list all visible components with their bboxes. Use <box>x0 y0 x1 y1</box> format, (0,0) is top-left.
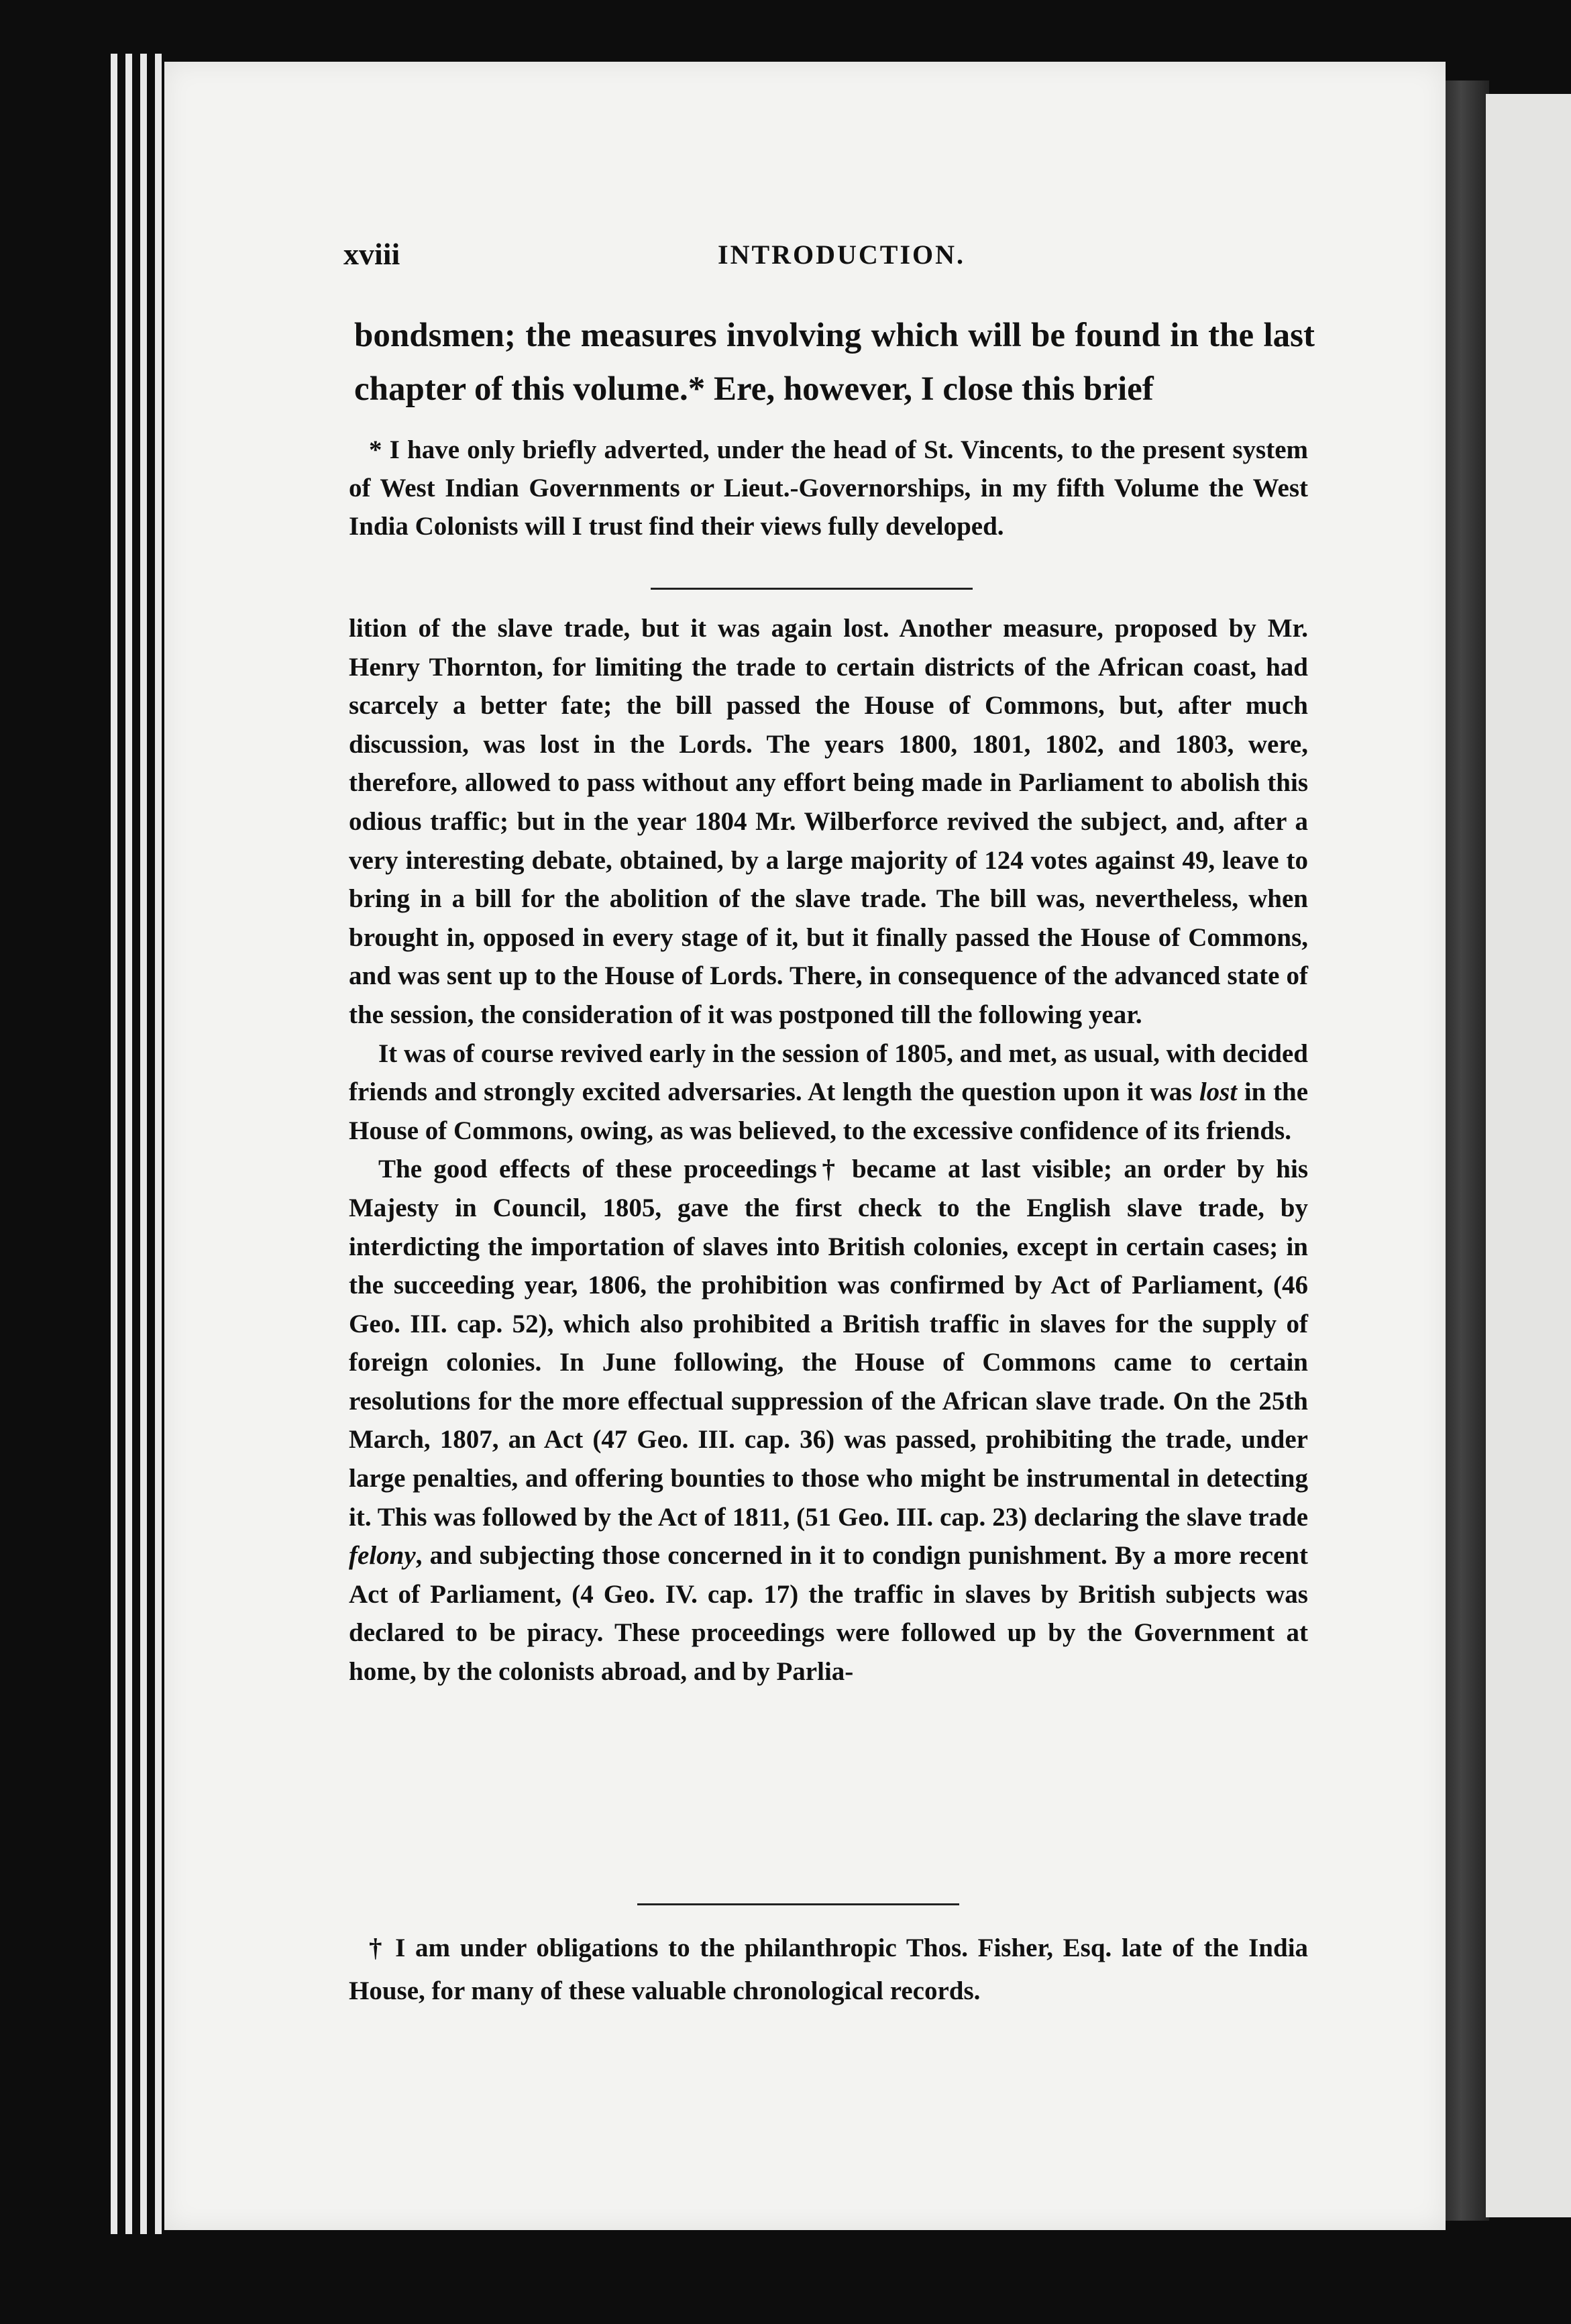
footnote-mark: † <box>369 1934 386 1962</box>
page-edge <box>155 54 162 2234</box>
page-edge <box>125 54 132 2234</box>
paragraph-text: in the House of Commons, owing, as was believed, to the excessive confidence of its friends. <box>349 1077 1309 1145</box>
emphasized-word: lost <box>1199 1077 1238 1107</box>
emphasized-word: felony <box>349 1541 416 1571</box>
footnote-text: I am under obligations to the philanthropic Thos. Fisher, Esq. late of the India House, for many of these valuable chronological records. <box>349 1934 1309 2005</box>
paragraph: lition of the slave trade, but it was again lost. Another measure, proposed by Mr. Henry Thornton, for limiting the trade to certain districts of the African coast, had scarcely a better fate; the bill passed the House of Commons, but, after much discussion, was lost in the Lords. The years 1800, 1801, 1802, and 1803, were, therefore, allowed to pass without any effort being made in Parliament to abolish this odious traffic; but in the year 1804 Mr. Wilberforce revived the subject, and, after a very interesting debate, obtained, by a large majority of 124 votes against 49, leave to bring in a bill for the abolition of the slave trade. The bill was, nevertheless, when brought in, opposed in every stage of it, but it finally passed the House of Commons, and was sent up to the House of Lords. There, in consequence of the advanced state of the session, the consideration of it was postponed till the following year. <box>349 614 1308 1029</box>
page-number: xviii <box>343 237 400 271</box>
paragraph-text: The good effects of these proceedings† became at last visible; an order by his Majesty in Council, 1805, gave the first check to the English slave trade, by interdicting the importation of slaves into British colonies, except in certain cases; in the succeeding year, 1806, the prohibition was confirmed by Act of Parliament, (46 Geo. III. cap. 52), which also prohibited a British traffic in slaves for the supply of foreign colonies. In June following, the House of Commons came to certain resolutions for the more effectual suppression of the African slave trade. On the 25th March, 1807, an Act (47 Geo. III. cap. 36) was passed, prohibiting the trade, under large penalties, and offering bounties to those who might be instrumental in detecting it. This was followed by the Act of 1811, (51 Geo. III. cap. 23) declaring the slave trade <box>349 1155 1308 1532</box>
footnote-dagger <box>349 1927 1308 2013</box>
book-gutter <box>1442 81 1489 2221</box>
footnote-divider <box>637 1903 959 1905</box>
running-title: INTRODUCTION. <box>718 240 966 270</box>
paragraph-text: It was of course revived early in the session of 1805, and met, as usual, with decided friends and strongly excited adversaries. At length the question upon it was <box>349 1039 1308 1107</box>
paragraph-text: , and subjecting those concerned in it to condign punishment. By a more recent Act of Parliament, (4 Geo. IV. cap. 17) the traffic in slaves by British subjects was declared to be piracy. These proceedings were followed up by the Government at home, by the colonists abroad, and by Parlia- <box>349 1541 1308 1687</box>
paragraph <box>349 1150 1308 1691</box>
facing-page-edge <box>1486 94 1571 2217</box>
running-head <box>343 236 1308 271</box>
footnote-text: I have only briefly adverted, under the head of St. Vincents, to the present system of West Indian Governments or Lieut.-Governorships, in my fifth Volume the West India Colonists will I trust find their views fully developed. <box>349 435 1308 541</box>
lead-paragraph: bondsmen; the measures involving which will be found in the last chapter of this volume.* Ere, however, I close this brief <box>354 317 1315 408</box>
paragraph <box>349 1035 1308 1151</box>
footnote-mark: * <box>369 435 382 464</box>
page-edge <box>111 54 117 2234</box>
footnote-asterisk <box>349 431 1308 545</box>
page-edge <box>140 54 147 2234</box>
footnote-divider <box>651 588 973 590</box>
body-text <box>349 609 1308 1691</box>
book-page-edges <box>111 54 171 2234</box>
